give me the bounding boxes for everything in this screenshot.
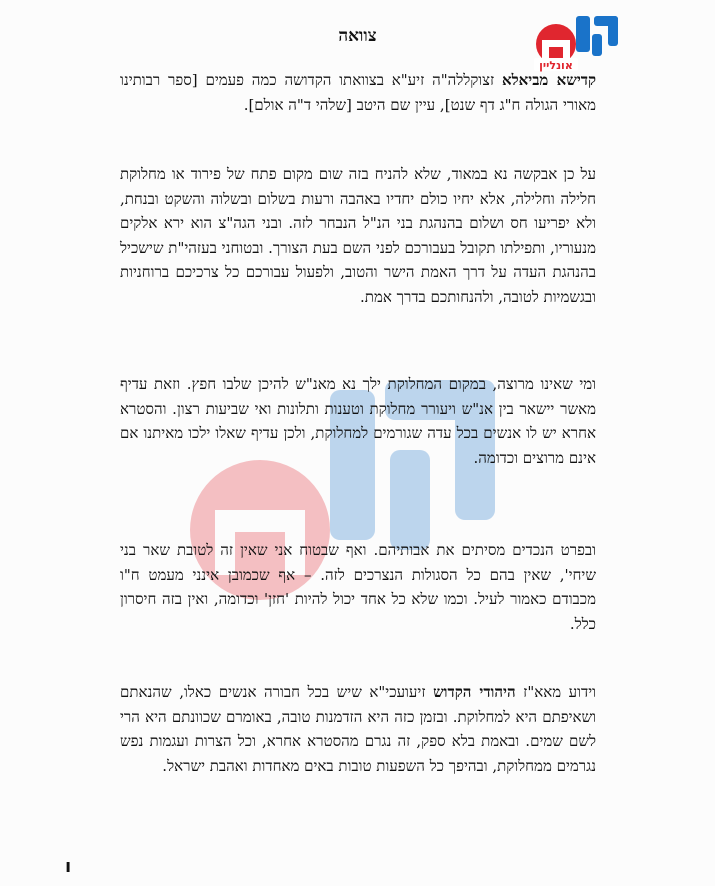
paragraph-2-text: על כן אבקשה נא במאוד, שלא להניח בזה שום מקום פתח של פירוד או מחלוקת חלילה וחלילה, אלא יחיו כולם יחדיו באהבה ורעות בשלום ובשלוה והשקט ובנחת, ולא יפריעו חס ושלום בהנהגת בני הנ"ל הנבחר לזה. ובני הגה"צ הוא ירא אלקים מנעוריו, ותפילתו תקובל בעבורכם לפני השם בעת הצורך. ובטוחני בעזהי"ת שישכיל בהנהגת העדה על דרך האמת הישר והטוב, ולפעול עבורכם כל צרכיכם ברוחניות ובגשמיות לטובה, ולהנחותכם בדרך אמת. [120,165,596,306]
paragraph-1-bold-lead: קדישא מביאלא [501,71,597,89]
paragraph-5-bold-mid: היהודי הקדוש [433,683,516,701]
paragraph-4-text: ובפרט הנכדים מסיתים את אבותיהם. ואף שבטוח אני שאין זה לטובת שאר בני שיחי', שאין בהם כל הסגולות הנצרכים לזה. – אף שכמובן אינני מעמט ח"ו מכבודם כאמור לעיל. וכמו שלא כל אחד יכול להיות 'חזן' וכדומה, ואין בזה חיסרון כלל. [120,541,596,633]
paragraph-5-text: זיעועכי"א שיש בכל חבורה אנשים כאלו, שהנאתם ושאיפתם היא למחלוקת. ובזמן כזה היא הזדמנות טובה, באומרם שכוונתם היא הרי לשם שמים. ובאמת בלא ספק, זה נגרם מהסטרא אחרא, וכל הצרות ועגמות נפש נגרמים ממחלוקת, ובהיפך כל השפעות טובות באים מאחדות ואהבת ישראל. [120,683,596,775]
paragraph-1-text: זצוקללה"ה זיע"א בצוואתו הקדושה כמה פעמים [ספר רבותינו מאורי הגולה ח"ג דף שנט], עיין שם היטב [שלהי ד"ה אולם]. [120,71,596,114]
paragraph-5 [120,680,596,778]
paragraph-5-text-before: וידוע מאא"ז [515,683,596,701]
paragraph-3-text: ומי שאינו מרוצה, במקום המחלוקת ילך נא מאנ"ש להיכן שלבו חפץ. וזאת עדיף מאשר יישאר בין אנ"ש ויעורר מחלוקת וטענות ותלונות ואי שביעות רצון. והסטרא אחרא יש לו אנשים בכל עדה שגורמים למחלוקת, ולכן עדיף שאלו ילכו מאיתנו אם אינם מרוצים וכדומה. [120,375,596,467]
paragraph-2 [120,162,596,309]
paragraph-1 [120,68,596,117]
paragraph-4 [120,538,596,636]
document-title: צוואה [338,26,377,46]
logo-tagline: אונליין [539,59,573,72]
page-number: ו [65,856,72,877]
paragraph-3 [120,372,596,470]
